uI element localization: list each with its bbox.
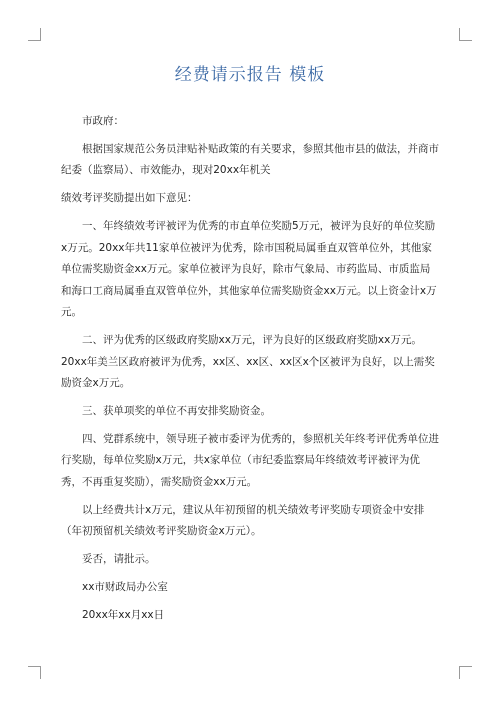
paragraph-closing: 妥否，请批示。 bbox=[82, 553, 156, 566]
document-title: 经费请示报告 模板 bbox=[174, 65, 326, 85]
paragraph-item-2: 二、评为优秀的区级政府奖励xx万元，评为良好的区级政府奖励xx万元。20xx年美兰区政府被评为优秀，xx区、xx区、xx区x个区被评为良好，以上需奖励资金x万元。 bbox=[61, 334, 435, 390]
date: 20xx年xx月xx日 bbox=[82, 608, 165, 621]
paragraph-item-3: 三、获单项奖的单位不再安排奖励资金。 bbox=[82, 405, 271, 418]
crop-mark-bottom-left bbox=[28, 666, 41, 679]
document-body bbox=[61, 111, 439, 633]
paragraph-intro: 根据国家规范公务员津贴补贴政策的有关要求，参照其他市县的做法，并商市纪委（监察局）、市效能办，现对20xx年机关 bbox=[61, 142, 439, 177]
paragraph-summary: 以上经费共计x万元，建议从年初预留的机关绩效考评奖励专项资金中安排（年初预留机关绩效考评奖励资金x万元）。 bbox=[61, 503, 425, 538]
paragraph-item-4: 四、党群系统中，领导班子被市委评为优秀的，参照机关年终考评优秀单位进行奖励，每单位奖励x万元，共x家单位（市纪委监察局年终绩效考评被评为优秀，不再重复奖励），需奖励资金xx万元。 bbox=[61, 432, 439, 489]
signature: xx市财政局办公室 bbox=[82, 580, 168, 593]
crop-mark-top-right bbox=[459, 28, 472, 41]
paragraph-intro-continued: 绩效考评奖励提出如下意见： bbox=[61, 192, 198, 205]
salutation: 市政府： bbox=[82, 115, 124, 127]
crop-mark-top-left bbox=[28, 28, 41, 41]
paragraph-item-1: 一、年终绩效考评被评为优秀的市直单位奖励5万元，被评为良好的单位奖励x万元。20xx年共11家单位被评为优秀，除市国税局属垂直双管单位外，其他家单位需奖励资金xx万元。家单位被评为良好，除市气象局、市药监局、市质监局和海口工商局属垂直双管单位外，其他家单位需奖励资金xx万元。以上资金计x万元。 bbox=[61, 219, 437, 319]
crop-mark-bottom-right bbox=[459, 666, 472, 679]
